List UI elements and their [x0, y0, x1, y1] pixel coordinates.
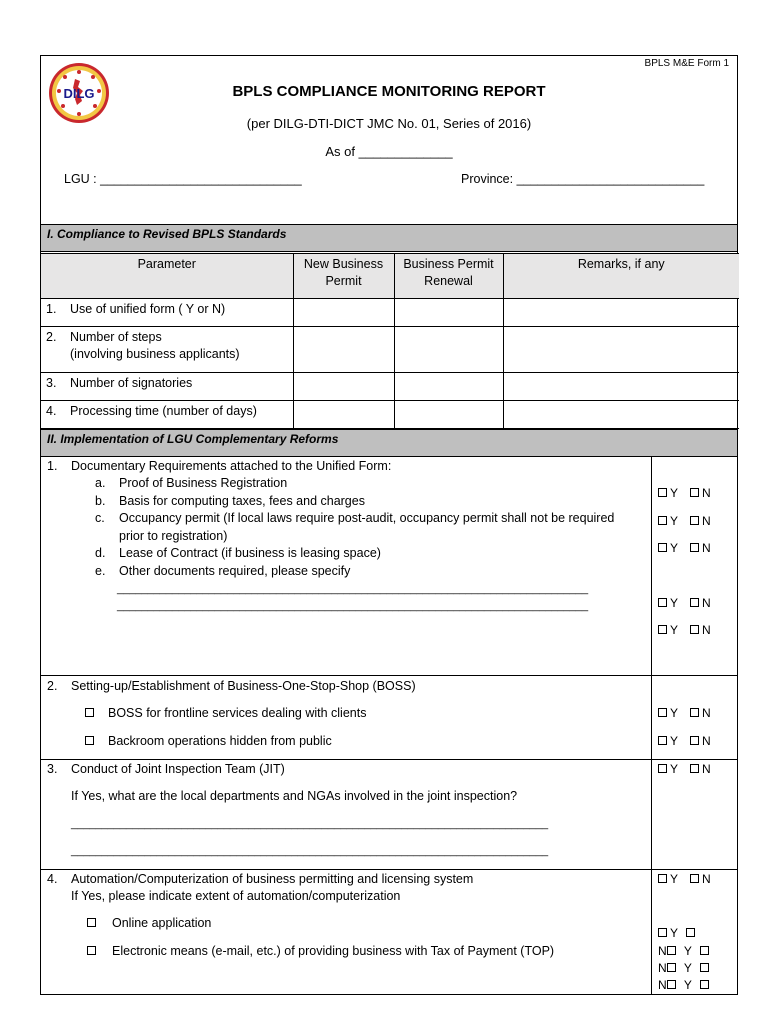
item-1-sub-b: b. Basis for computing taxes, fees and charges [95, 494, 365, 508]
col-parameter: Parameter [41, 254, 293, 299]
item-2-option-1[interactable]: BOSS for frontline services dealing with clients [85, 705, 366, 722]
cell-input[interactable] [394, 327, 503, 373]
item-4-option-1[interactable]: Online application [87, 915, 211, 932]
divider [41, 675, 737, 676]
yn-checkbox-pair[interactable]: Y N [658, 541, 711, 555]
yn-checkbox-pair[interactable]: Y N [658, 734, 711, 748]
section-1-header: I. Compliance to Revised BPLS Standards [41, 224, 737, 252]
yn-checkbox-pair[interactable]: Y N [658, 623, 711, 637]
item-1-sub-c-cont: prior to registration) [119, 529, 228, 543]
item-4-option-2[interactable]: Electronic means (e-mail, etc.) of providing business with Tax of Payment (TOP) [87, 943, 554, 960]
yn-checkbox-wrapped[interactable]: N Y [658, 978, 709, 992]
col-remarks: Remarks, if any [503, 254, 739, 299]
divider [41, 759, 737, 760]
as-of-field[interactable]: As of _____________ [325, 144, 453, 159]
cell-input[interactable] [293, 401, 394, 429]
yn-checkbox-wrapped[interactable]: N Y [658, 944, 709, 958]
report-title: BPLS COMPLIANCE MONITORING REPORT [232, 83, 546, 100]
item-3-blank-2[interactable]: ______________________________________________________________________________ [71, 845, 549, 857]
lgu-field[interactable]: LGU : _____________________________ [64, 172, 302, 186]
yn-checkbox-wrapped[interactable]: Y [658, 926, 695, 940]
cell-input[interactable] [503, 299, 739, 327]
form-code: BPLS M&E Form 1 [644, 58, 729, 69]
item-1-blank-1[interactable]: _____________________________________________________________________________ [117, 583, 589, 595]
province-field[interactable]: Province: ___________________________ [461, 172, 705, 186]
item-2-option-2[interactable]: Backroom operations hidden from public [85, 733, 332, 750]
item-1-label: 1. Documentary Requirements attached to the Unified Form: [47, 459, 392, 473]
cell-input[interactable] [394, 373, 503, 401]
svg-text:DILG: DILG [63, 86, 95, 101]
cell-input[interactable] [293, 299, 394, 327]
yn-checkbox-wrapped[interactable]: N Y [658, 961, 709, 975]
col-renewal: Business Permit Renewal [394, 254, 503, 299]
item-1-sub-d: d. Lease of Contract (if business is leasing space) [95, 546, 381, 560]
yn-checkbox-pair[interactable]: Y N [658, 596, 711, 610]
form-page [40, 55, 738, 995]
item-1-sub-c: c. Occupancy permit (If local laws require post-audit, occupancy permit shall not be required [95, 511, 615, 525]
cell-input[interactable] [503, 401, 739, 429]
yn-column-divider [651, 457, 652, 994]
item-3-label: 3. Conduct of Joint Inspection Team (JIT) [47, 762, 285, 776]
table-row: 2. Number of steps (involving business applicants) [41, 327, 739, 373]
cell-input[interactable] [293, 373, 394, 401]
item-4-label-2: If Yes, please indicate extent of automation/computerization [71, 889, 401, 903]
standards-table [41, 253, 739, 429]
item-4-label: 4. Automation/Computerization of business permitting and licensing system [47, 872, 474, 886]
item-1-sub-e: e. Other documents required, please specify [95, 564, 351, 578]
item-3-blank-1[interactable]: ______________________________________________________________________________ [71, 818, 549, 830]
yn-checkbox-pair[interactable]: Y N [658, 486, 711, 500]
item-2-label: 2. Setting-up/Establishment of Business-One-Stop-Shop (BOSS) [47, 679, 416, 693]
yn-checkbox-pair[interactable]: Y N [658, 762, 711, 776]
table-row: 3. Number of signatories [41, 373, 739, 401]
yn-checkbox-pair[interactable]: Y N [658, 706, 711, 720]
divider [41, 869, 737, 870]
cell-input[interactable] [394, 401, 503, 429]
table-row: 1. Use of unified form ( Y or N) [41, 299, 739, 327]
cell-input[interactable] [503, 373, 739, 401]
col-new-permit: New Business Permit [293, 254, 394, 299]
item-1-blank-2[interactable]: _____________________________________________________________________________ [117, 600, 589, 612]
section-2-header: II. Implementation of LGU Complementary Reforms [41, 429, 737, 457]
cell-input[interactable] [394, 299, 503, 327]
cell-input[interactable] [293, 327, 394, 373]
yn-checkbox-pair[interactable]: Y N [658, 514, 711, 528]
item-1-sub-a: a. Proof of Business Registration [95, 476, 288, 490]
report-subtitle: (per DILG-DTI-DICT JMC No. 01, Series of 2016) [246, 116, 532, 131]
cell-input[interactable] [503, 327, 739, 373]
table-row: 4. Processing time (number of days) [41, 401, 739, 429]
item-3-question: If Yes, what are the local departments and NGAs involved in the joint inspection? [71, 789, 518, 803]
yn-checkbox-pair[interactable]: Y N [658, 872, 711, 886]
